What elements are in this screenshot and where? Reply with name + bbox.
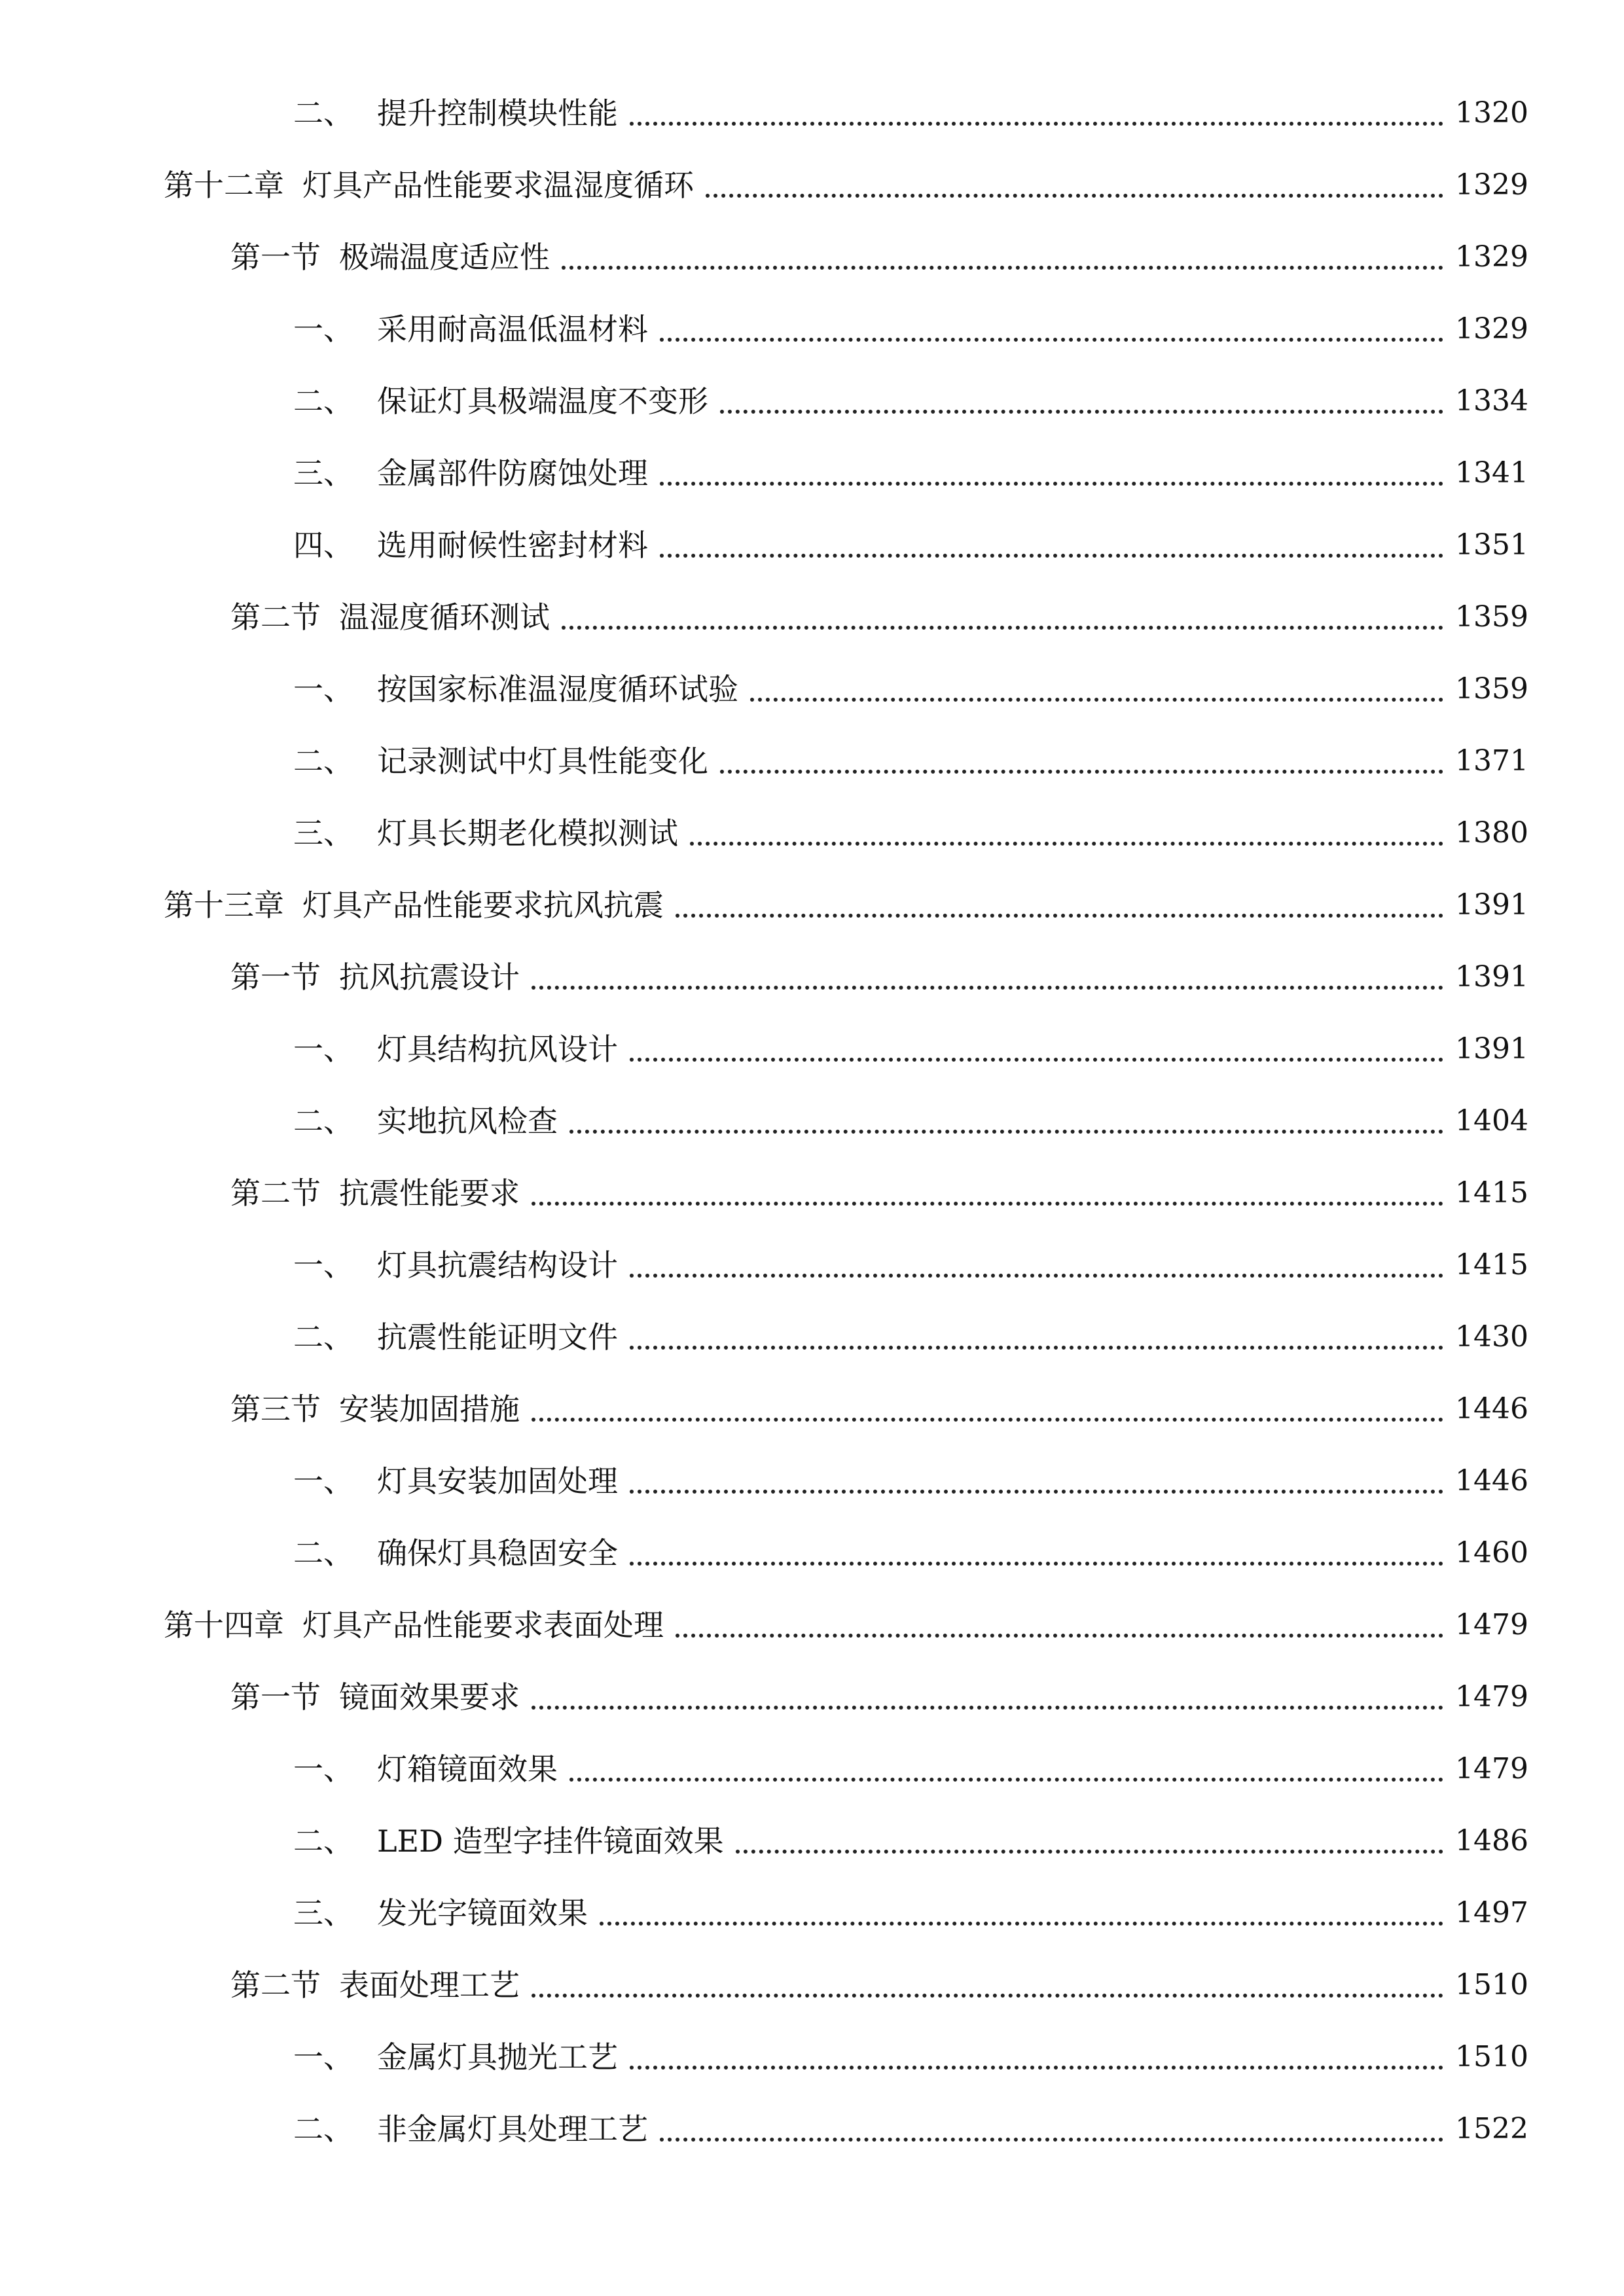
- entry-title: 选用耐候性密封材料: [377, 528, 648, 563]
- dot-leader: [562, 626, 1443, 630]
- entry-title: 采用耐高温低温材料: [377, 312, 648, 347]
- toc-entry[interactable]: [0, 1818, 1624, 1890]
- table-of-contents: [0, 90, 1624, 2178]
- dot-leader: [660, 482, 1443, 486]
- toc-entry[interactable]: [0, 522, 1624, 594]
- dot-leader: [630, 1058, 1443, 1062]
- toc-entry[interactable]: [0, 234, 1624, 306]
- entry-title: 提升控制模块性能: [377, 96, 618, 131]
- dot-leader: [569, 1130, 1443, 1134]
- entry-number: 一、: [293, 1751, 353, 1787]
- toc-entry[interactable]: [0, 882, 1624, 954]
- entry-page-number: 1329: [1455, 312, 1528, 346]
- dot-leader: [630, 1562, 1443, 1566]
- entry-title: 非金属灯具处理工艺: [377, 2111, 648, 2147]
- entry-title: 温湿度循环测试: [339, 600, 550, 635]
- entry-page-number: 1404: [1455, 1104, 1528, 1138]
- entry-page-number: 1430: [1455, 1320, 1528, 1354]
- toc-entry[interactable]: [0, 1674, 1624, 1746]
- entry-number: 第一节: [230, 960, 321, 995]
- entry-number: 第一节: [230, 240, 321, 275]
- toc-entry[interactable]: [0, 450, 1624, 522]
- entry-number: 二、: [293, 384, 353, 419]
- toc-entry[interactable]: [0, 2106, 1624, 2178]
- toc-entry[interactable]: [0, 1890, 1624, 1962]
- toc-entry[interactable]: [0, 594, 1624, 666]
- toc-entry[interactable]: [0, 378, 1624, 450]
- toc-entry[interactable]: [0, 1098, 1624, 1170]
- entry-title: 确保灯具稳固安全: [377, 1535, 618, 1571]
- entry-page-number: 1510: [1455, 2040, 1528, 2073]
- entry-title: 金属部件防腐蚀处理: [377, 456, 648, 491]
- entry-page-number: 1320: [1455, 96, 1528, 130]
- entry-number: 四、: [293, 528, 353, 563]
- entry-number: 第二节: [230, 600, 321, 635]
- entry-title: 抗震性能要求: [339, 1175, 520, 1211]
- dot-leader: [532, 986, 1443, 990]
- dot-leader: [532, 1202, 1443, 1206]
- entry-number: 第二节: [230, 1175, 321, 1211]
- toc-entry[interactable]: [0, 1386, 1624, 1458]
- entry-title: 发光字镜面效果: [377, 1895, 588, 1931]
- toc-entry[interactable]: [0, 2034, 1624, 2106]
- dot-leader: [660, 2138, 1443, 2142]
- entry-number: 二、: [293, 1319, 353, 1355]
- dot-leader: [630, 2066, 1443, 2070]
- toc-entry[interactable]: [0, 162, 1624, 234]
- toc-entry[interactable]: [0, 1242, 1624, 1314]
- toc-entry[interactable]: [0, 1314, 1624, 1386]
- dot-leader: [676, 914, 1443, 918]
- toc-entry[interactable]: [0, 90, 1624, 162]
- entry-number: 第十三章: [164, 888, 284, 923]
- entry-title: 灯具产品性能要求抗风抗震: [302, 888, 664, 923]
- dot-leader: [532, 1418, 1443, 1422]
- dot-leader: [562, 266, 1443, 270]
- entry-page-number: 1359: [1455, 600, 1528, 634]
- dot-leader: [720, 410, 1443, 414]
- dot-leader: [532, 1994, 1443, 1998]
- entry-page-number: 1391: [1455, 960, 1528, 994]
- toc-entry[interactable]: [0, 306, 1624, 378]
- entry-number: 二、: [293, 1535, 353, 1571]
- entry-title: 极端温度适应性: [339, 240, 550, 275]
- entry-page-number: 1522: [1455, 2112, 1528, 2145]
- dot-leader: [532, 1706, 1443, 1710]
- entry-title: 抗风抗震设计: [339, 960, 520, 995]
- entry-number: 第一节: [230, 1679, 321, 1715]
- entry-number: 第二节: [230, 1967, 321, 2003]
- entry-title: 安装加固措施: [339, 1391, 520, 1427]
- entry-page-number: 1329: [1455, 168, 1528, 202]
- dot-leader: [660, 554, 1443, 558]
- entry-number: 第三节: [230, 1391, 321, 1427]
- entry-page-number: 1479: [1455, 1608, 1528, 1641]
- entry-page-number: 1329: [1455, 240, 1528, 274]
- toc-entry[interactable]: [0, 954, 1624, 1026]
- entry-title: 灯具长期老化模拟测试: [377, 816, 678, 851]
- toc-entry[interactable]: [0, 1962, 1624, 2034]
- dot-leader: [600, 1922, 1443, 1926]
- toc-entry[interactable]: [0, 738, 1624, 810]
- toc-entry[interactable]: [0, 1602, 1624, 1674]
- dot-leader: [706, 194, 1443, 198]
- entry-page-number: 1359: [1455, 672, 1528, 706]
- dot-leader: [630, 1346, 1443, 1350]
- entry-number: 二、: [293, 1823, 353, 1859]
- entry-number: 第十二章: [164, 168, 284, 203]
- entry-page-number: 1415: [1455, 1248, 1528, 1282]
- entry-title: 灯具安装加固处理: [377, 1463, 618, 1499]
- entry-page-number: 1510: [1455, 1968, 1528, 2001]
- entry-number: 一、: [293, 2039, 353, 2075]
- toc-entry[interactable]: [0, 1746, 1624, 1818]
- dot-leader: [736, 1850, 1443, 1854]
- entry-page-number: 1380: [1455, 816, 1528, 850]
- dot-leader: [660, 338, 1443, 342]
- dot-leader: [676, 1634, 1443, 1638]
- entry-number: 第十四章: [164, 1607, 284, 1643]
- entry-page-number: 1460: [1455, 1536, 1528, 1570]
- entry-title: 金属灯具抛光工艺: [377, 2039, 618, 2075]
- entry-page-number: 1479: [1455, 1752, 1528, 1785]
- entry-page-number: 1446: [1455, 1392, 1528, 1426]
- entry-title: 抗震性能证明文件: [377, 1319, 618, 1355]
- entry-title: 实地抗风检查: [377, 1103, 558, 1139]
- toc-entry[interactable]: [0, 810, 1624, 882]
- dot-leader: [569, 1778, 1443, 1782]
- dot-leader: [690, 842, 1443, 846]
- toc-entry[interactable]: [0, 1026, 1624, 1098]
- toc-entry[interactable]: [0, 1458, 1624, 1530]
- entry-title: 表面处理工艺: [339, 1967, 520, 2003]
- entry-title: 记录测试中灯具性能变化: [377, 744, 708, 779]
- dot-leader: [720, 770, 1443, 774]
- entry-title: 按国家标准温湿度循环试验: [377, 672, 738, 707]
- dot-leader: [630, 122, 1443, 126]
- entry-title: 灯具产品性能要求表面处理: [302, 1607, 664, 1643]
- entry-page-number: 1371: [1455, 744, 1528, 778]
- entry-number: 一、: [293, 672, 353, 707]
- entry-number: 三、: [293, 1895, 353, 1931]
- toc-entry[interactable]: [0, 666, 1624, 738]
- entry-title: 灯具产品性能要求温湿度循环: [302, 168, 694, 203]
- entry-title: 灯具抗震结构设计: [377, 1247, 618, 1283]
- entry-title: 灯箱镜面效果: [377, 1751, 558, 1787]
- entry-page-number: 1351: [1455, 528, 1528, 562]
- entry-number: 二、: [293, 744, 353, 779]
- entry-number: 一、: [293, 312, 353, 347]
- entry-page-number: 1391: [1455, 1032, 1528, 1066]
- entry-page-number: 1479: [1455, 1680, 1528, 1713]
- entry-number: 三、: [293, 816, 353, 851]
- dot-leader: [630, 1490, 1443, 1494]
- entry-title: 保证灯具极端温度不变形: [377, 384, 708, 419]
- entry-title: 灯具结构抗风设计: [377, 1031, 618, 1067]
- entry-number: 一、: [293, 1463, 353, 1499]
- entry-number: 三、: [293, 456, 353, 491]
- entry-number: 二、: [293, 1103, 353, 1139]
- toc-entry[interactable]: [0, 1530, 1624, 1602]
- entry-number: 二、: [293, 96, 353, 131]
- entry-number: 二、: [293, 2111, 353, 2147]
- entry-page-number: 1341: [1455, 456, 1528, 490]
- dot-leader: [630, 1274, 1443, 1278]
- entry-page-number: 1334: [1455, 384, 1528, 418]
- entry-title: LED 造型字挂件镜面效果: [377, 1823, 724, 1859]
- entry-page-number: 1415: [1455, 1176, 1528, 1210]
- toc-entry[interactable]: [0, 1170, 1624, 1242]
- entry-page-number: 1486: [1455, 1824, 1528, 1857]
- entry-number: 一、: [293, 1031, 353, 1067]
- entry-page-number: 1446: [1455, 1464, 1528, 1498]
- entry-number: 一、: [293, 1247, 353, 1283]
- entry-page-number: 1391: [1455, 888, 1528, 922]
- dot-leader: [750, 698, 1443, 702]
- entry-page-number: 1497: [1455, 1896, 1528, 1929]
- entry-title: 镜面效果要求: [339, 1679, 520, 1715]
